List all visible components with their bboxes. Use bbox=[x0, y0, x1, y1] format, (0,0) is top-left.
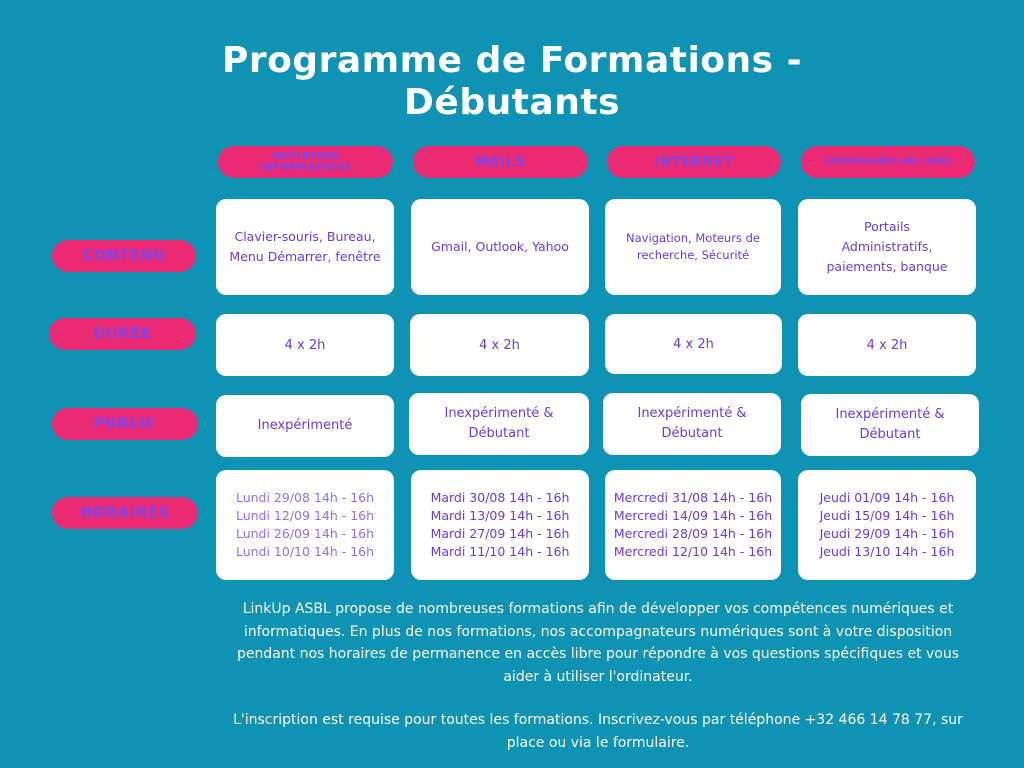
duree-card bbox=[410, 314, 589, 376]
duree-card bbox=[798, 314, 976, 376]
horaire-line: Lundi 29/08 14h - 16h bbox=[235, 490, 375, 505]
horaire-line: Mercredi 12/10 14h - 16h bbox=[613, 544, 773, 559]
duree-text: 4 x 2h bbox=[673, 336, 714, 352]
public-text: Inexpérimenté & Débutant bbox=[835, 407, 945, 442]
horaires-card bbox=[411, 470, 589, 580]
page-title bbox=[0, 40, 1024, 124]
horaire-line: Mercredi 28/09 14h - 16h bbox=[613, 526, 773, 541]
duree-text: 4 x 2h bbox=[284, 337, 326, 353]
contenu-card bbox=[216, 199, 394, 295]
public-text: Inexpérimenté & Débutant bbox=[637, 406, 747, 441]
horaires-card bbox=[798, 470, 976, 580]
horaire-line: Jeudi 01/09 14h - 16h bbox=[819, 490, 955, 505]
public-card bbox=[603, 393, 781, 455]
public-text: Inexpérimenté & Débutant bbox=[444, 406, 554, 441]
contenu-card bbox=[605, 199, 781, 295]
public-text: Inexpérimenté bbox=[257, 418, 353, 433]
horaire-line: Lundi 26/09 14h - 16h bbox=[235, 526, 375, 541]
horaires-card bbox=[605, 470, 781, 580]
contenu-text: Navigation, Moteurs de recherche, Sécurité bbox=[626, 231, 760, 262]
contenu-text: Gmail, Outlook, Yahoo bbox=[431, 239, 569, 254]
duree-card bbox=[216, 314, 394, 376]
public-card bbox=[409, 393, 589, 455]
horaire-line: Lundi 10/10 14h - 16h bbox=[235, 544, 375, 559]
horaire-line: Mercredi 31/08 14h - 16h bbox=[613, 490, 773, 505]
contenu-text: Portails Administratifs, paiements, banque bbox=[826, 219, 948, 274]
contenu-card bbox=[798, 199, 976, 295]
contenu-card bbox=[411, 199, 589, 295]
horaire-line: Mardi 11/10 14h - 16h bbox=[430, 544, 570, 559]
horaire-line: Lundi 12/09 14h - 16h bbox=[235, 508, 375, 523]
duree-card bbox=[605, 314, 782, 374]
horaire-line: Mardi 27/09 14h - 16h bbox=[430, 526, 570, 541]
public-card bbox=[216, 395, 394, 457]
row-header-duree: DURÉE bbox=[49, 318, 196, 350]
horaire-line: Jeudi 15/09 14h - 16h bbox=[819, 508, 955, 523]
horaire-line: Mardi 13/09 14h - 16h bbox=[430, 508, 570, 523]
footer-registration: L'inscription est requise pour toutes les formations. Inscrivez-vous par téléphone +32 466 14 78 77, sur place ou via le formulaire. bbox=[233, 712, 963, 751]
horaires-card bbox=[216, 470, 394, 580]
column-header-formulaires: FORMULAIRES EN LIGNE bbox=[801, 146, 975, 178]
title-line-1: Programme de Formations - bbox=[221, 40, 803, 81]
duree-text: 4 x 2h bbox=[866, 337, 908, 353]
row-header-horaires: HORAIRES bbox=[52, 497, 198, 529]
footer-description: LinkUp ASBL propose de nombreuses formations afin de développer vos compétences numériques et informatiques. En plus de nos formations, nos accompagnateurs numériques sont à votre disposition pendant nos horaires de permanence en accès libre pour répondre à vos questions spécifiques et vous aider à utiliser l'ordinateur. bbox=[236, 601, 960, 685]
column-header-mails: MAILS bbox=[413, 146, 588, 178]
horaire-line: Mercredi 14/09 14h - 16h bbox=[613, 508, 773, 523]
horaire-line: Mardi 30/08 14h - 16h bbox=[430, 490, 570, 505]
public-card bbox=[801, 394, 979, 456]
row-header-contenu: CONTENU bbox=[52, 240, 196, 272]
column-header-internet: INTERNET bbox=[607, 146, 781, 178]
row-header-public: PUBLIC bbox=[52, 408, 198, 440]
title-line-2: Débutants bbox=[404, 82, 620, 123]
duree-text: 4 x 2h bbox=[479, 337, 520, 353]
contenu-text: Clavier-souris, Bureau, Menu Démarrer, fenêtre bbox=[229, 229, 381, 264]
column-header-initiation: INITIATION INFORMATIQUE bbox=[218, 146, 393, 178]
horaire-line: Jeudi 13/10 14h - 16h bbox=[819, 544, 955, 559]
horaire-line: Jeudi 29/09 14h - 16h bbox=[819, 526, 955, 541]
